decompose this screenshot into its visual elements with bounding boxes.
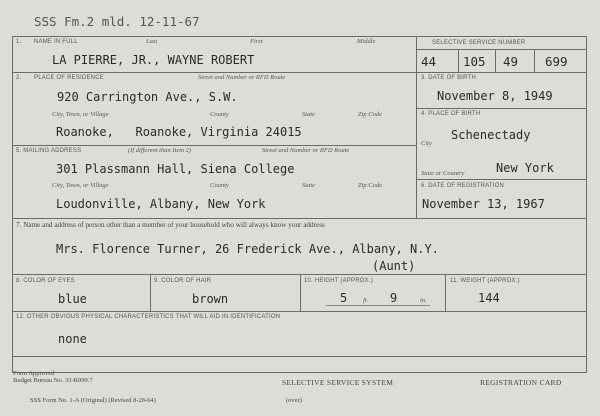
border-right [586,36,587,372]
residence-zip-hint: Zip Code [358,111,383,118]
footer-over: (over) [286,397,302,404]
hair-label: 9. COLOR OF HAIR [154,278,212,284]
ssn-part-4: 699 [545,54,568,69]
first-label: First [250,38,263,45]
ssn-part-3: 49 [503,54,519,69]
weight-label: 11. WEIGHT (APPROX.) [450,278,520,284]
border-left [12,36,13,372]
in-label: in. [420,297,427,304]
height-weight-divider [445,274,446,311]
ssn-div-1 [458,49,459,72]
middle-label: Middle [357,38,376,45]
mailing-label: 5. MAILING ADDRESS [16,148,82,154]
residence-city-hint: City, Town, or Village [52,111,109,118]
residence-street-hint: Street and Number or RFD Route [198,74,286,81]
right-column-divider [416,36,417,218]
eyes-hair-divider [150,274,151,311]
reg-date-label: 6. DATE OF REGISTRATION [421,183,505,189]
ssn-div-3 [534,49,535,72]
footer-right-title: REGISTRATION CARD [480,378,562,387]
ssn-label-line [416,49,586,50]
border-top [12,36,587,37]
residence-street-value: 920 Carrington Ave., S.W. [57,90,238,104]
eyes-label: 8. COLOR OF EYES [16,278,75,284]
dob-label: 3. DATE OF BIRTH [421,75,476,81]
ssn-part-2: 105 [463,54,486,69]
hair-value: brown [192,292,229,306]
row-line-1 [12,72,416,73]
contact-relation-value: (Aunt) [372,259,416,273]
dob-bottom-line [416,108,586,109]
form-approved-line-1: Form Approved [13,370,55,377]
pob-city-value: Schenectady [451,128,531,142]
name-label-num: 1. [16,39,22,45]
mailing-street-value: 301 Plassmann Hall, Siena College [56,162,295,176]
height-ft-value: 5 [340,291,348,305]
ssn-bottom-line [416,72,586,73]
eyes-value: blue [58,292,87,306]
ft-label: ft. [363,297,369,304]
mailing-note: (If different than Item 2) [128,147,191,154]
pob-label: 4. PLACE OF BIRTH [421,111,481,117]
row-line-2 [12,145,416,146]
pob-state-hint: State or Country [421,170,465,177]
ssn-part-1: 44 [421,54,437,69]
mailing-state-hint: State [302,182,315,189]
ssn-label: SELECTIVE SERVICE NUMBER [432,40,526,46]
residence-state-hint: State [302,111,315,118]
contact-label: 7. Name and address of person other than a member of your household who will always know your address [16,221,325,229]
residence-label: PLACE OF RESIDENCE [34,75,104,81]
mailing-zip-hint: Zip Code [358,182,383,189]
name-label: NAME IN FULL [34,39,78,45]
height-in-value: 9 [390,291,398,305]
mailing-city-value: Loudonville, Albany, New York [56,197,266,211]
mailing-street-hint: Street and Number or RFD Route [262,147,350,154]
ssn-div-2 [495,49,496,72]
residence-city-value: Roanoke, Roanoke, Virginia 24015 [56,125,302,139]
footer-center-title: SELECTIVE SERVICE SYSTEM [282,378,394,387]
mailing-county-hint: County [210,182,229,189]
pob-bottom-line [416,179,586,180]
row-line-3 [12,218,587,219]
reg-date-value: November 13, 1967 [422,197,545,211]
full-name-value: LA PIERRE, JR., WAYNE ROBERT [52,53,255,67]
residence-label-num: 2. [16,75,22,81]
height-label: 10. HEIGHT (APPROX.) [304,278,373,284]
border-bottom [12,372,587,373]
weight-value: 144 [478,291,500,305]
row-line-6 [12,356,587,357]
pob-city-hint: City [421,140,432,147]
pob-state-value: New York [496,161,554,175]
footer-form-number: SSS Form No. 1-A (Original) (Revised 8-28-64) [30,397,156,404]
row-line-5 [12,311,587,312]
physical-value: none [58,332,87,346]
dob-value: November 8, 1949 [437,89,553,103]
height-underline [326,305,430,306]
form-approved-line-2: Budget Bureau No. 33-R099.7 [13,377,93,384]
mailing-city-hint: City, Town, or Village [52,182,109,189]
residence-county-hint: County [210,111,229,118]
contact-value: Mrs. Florence Turner, 26 Frederick Ave., Albany, N.Y. [56,242,439,256]
form-header: SSS Fm.2 mld. 12-11-67 [34,14,200,29]
physical-label: 12. OTHER OBVIOUS PHYSICAL CHARACTERISTICS THAT WILL AID IN IDENTIFICATION [16,314,281,320]
last-label: Last [146,38,158,45]
hair-height-divider [300,274,301,311]
